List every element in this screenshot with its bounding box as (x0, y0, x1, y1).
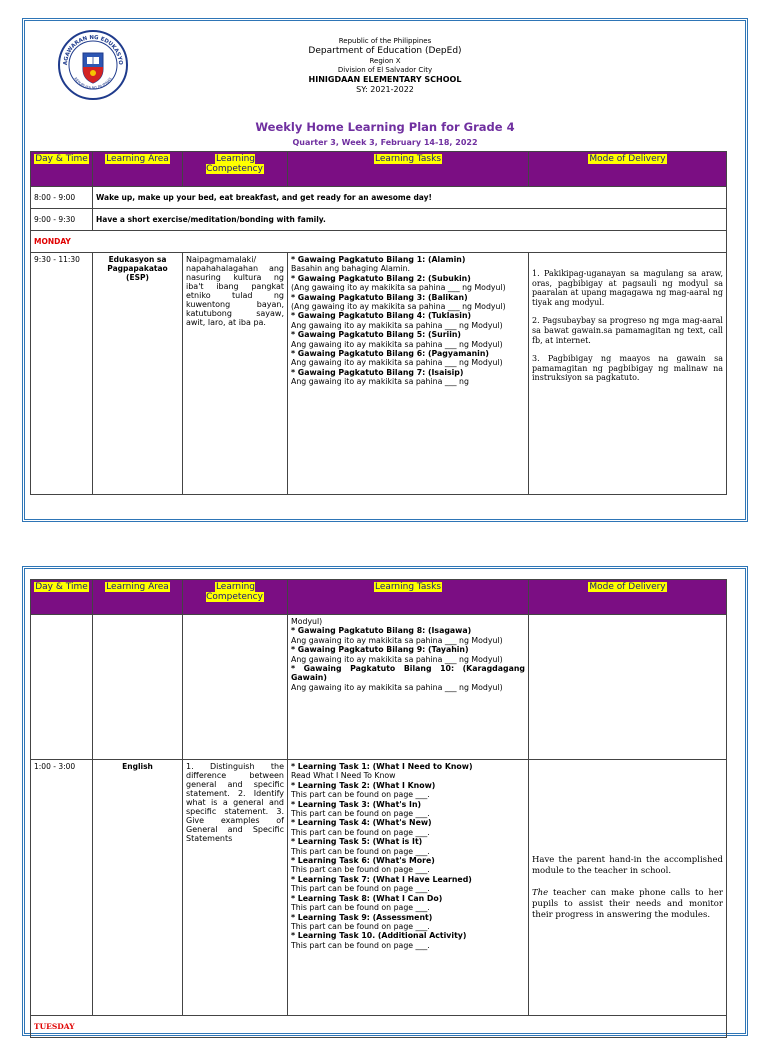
mode-item: 2. Pagsubaybay sa progreso ng mga mag-aaral sa bawat gawain.sa pamamagitan ng text, call fb, at internet. (532, 316, 723, 345)
col-header-tasks: Learning Tasks (288, 152, 529, 187)
col-header-tasks: Learning Tasks (288, 580, 529, 615)
task-title: * Learning Task 4: (What's New) (291, 818, 432, 828)
task-desc: This part can be found on page ___. (291, 921, 430, 931)
task-title: * Learning Task 10. (Additional Activity) (291, 931, 467, 941)
col-header-day-time: Day & Time (31, 152, 93, 187)
task-desc: This part can be found on page ___. (291, 884, 430, 894)
task-desc: Ang gawaing ito ay makikita sa pahina ___ ng (291, 377, 469, 387)
day-label-tuesday: TUESDAY (31, 1016, 727, 1038)
department-line: Department of Education (DepEd) (308, 46, 462, 56)
table-row (31, 253, 727, 495)
task-title: * Gawaing Pagkatuto Bilang 3: (Balikan) (291, 292, 468, 302)
learning-area-cell: English (93, 760, 183, 1016)
table-header-row (31, 152, 727, 187)
division-line: Division of El Salvador City (337, 66, 433, 74)
task-title: * Gawaing Pagkatuto Bilang 4: (Tuklasin) (291, 311, 472, 321)
task-title: * Gawaing Pagkatuto Bilang 2: (Subukin) (291, 273, 471, 283)
tasks-cell (288, 615, 529, 760)
task-desc: Modyul) (291, 617, 323, 626)
task-desc: This part can be found on page ___. (291, 940, 430, 950)
task-title: * Learning Task 2: (What I Know) (291, 780, 436, 790)
time-cell: 9:00 - 9:30 (31, 209, 93, 231)
task-desc: Ang gawaing ito ay makikita sa pahina ___ ng Modyul) (291, 320, 503, 330)
time-cell: 1:00 - 3:00 (31, 760, 93, 1016)
col-header-day-time: Day & Time (31, 580, 93, 615)
document-page-1 (22, 18, 748, 522)
tasks-cell (288, 253, 529, 495)
plan-title: Weekly Home Learning Plan for Grade 4 (255, 120, 515, 134)
time-cell: 9:30 - 11:30 (31, 253, 93, 495)
document-page-2 (22, 566, 748, 1036)
table-row (31, 187, 727, 209)
time-cell (31, 615, 93, 760)
task-desc: Ang gawaing ito ay makikita sa pahina ___ ng Modyul) (291, 339, 503, 349)
competency-cell (183, 615, 288, 760)
col-header-learning-area: Learning Area (93, 580, 183, 615)
task-title: * Gawaing Pagkatuto Bilang 6: (Pagyamanin) (291, 349, 489, 359)
task-title: * Learning Task 1: (What I Need to Know) (291, 762, 473, 771)
seal-text-top: AGAWARAN NG EDUKASYO (62, 34, 124, 66)
task-title: * Gawaing Pagkatuto Bilang 10: (Karagdagang Gawain) (291, 664, 525, 683)
learning-plan-table-2 (30, 579, 727, 1038)
plan-subtitle: Quarter 3, Week 3, February 14-18, 2022 (292, 138, 478, 147)
col-header-competency: Learning Competency (183, 580, 288, 615)
task-title: * Learning Task 3: (What's In) (291, 799, 422, 809)
col-header-competency: Learning Competency (183, 152, 288, 187)
task-desc: Basahin ang bahaging Alamin. (291, 264, 411, 274)
day-label-monday: MONDAY (31, 231, 727, 253)
tasks-cell (288, 760, 529, 1016)
learning-area-cell: Edukasyon sa Pagpapakatao (ESP) (93, 253, 183, 495)
task-title: * Gawaing Pagkatuto Bilang 7: (Isaisip) (291, 367, 464, 377)
activity-cell: Wake up, make up your bed, eat breakfast, and get ready for an awesome day! (93, 187, 727, 209)
competency-cell: 1. Distinguish the difference between general and specific statement. 2. Identify what is a general and specific statement. 3. Give examples of General and Specific Statements (183, 760, 288, 1016)
task-desc: This part can be found on page ___. (291, 865, 430, 875)
col-header-learning-area: Learning Area (93, 152, 183, 187)
mode-item: Have the parent hand-in the accomplished module to the teacher in school. (532, 854, 723, 876)
task-desc: This part can be found on page ___. (291, 903, 430, 913)
task-title: * Gawaing Pagkatuto Bilang 8: (Isagawa) (291, 626, 472, 636)
mode-item: 1. Pakikipag-uganayan sa magulang sa araw, oras, pagbibigay at pagsauli ng modyul sa paaralan at upang magagawa ng mag-aaral ng tiyak ang modyul. (532, 269, 723, 307)
school-year: SY: 2021-2022 (356, 85, 414, 94)
table-header-row (31, 580, 727, 615)
letterhead (25, 21, 745, 151)
mode-cell (529, 615, 727, 760)
task-title: * Gawaing Pagkatuto Bilang 5: (Suriin) (291, 330, 461, 340)
task-title: * Gawaing Pagkatuto Bilang 9: (Tayahin) (291, 645, 469, 655)
task-desc: Ang gawaing ito ay makikita sa pahina ___ ng Modyul) (291, 358, 503, 368)
day-row (31, 1016, 727, 1038)
letterhead-text (25, 37, 745, 95)
mode-item: The teacher can make phone calls to her pupils to assist their needs and monitor their progress in answering the modules. (532, 887, 723, 920)
table-row (31, 760, 727, 1016)
task-desc: This part can be found on page ___. (291, 790, 430, 800)
learning-area-cell (93, 615, 183, 760)
task-desc: Ang gawaing ito ay makikita sa pahina ___ ng Modyul) (291, 682, 503, 692)
mode-cell (529, 760, 727, 1016)
task-title: * Learning Task 6: (What's More) (291, 856, 435, 866)
table-row (31, 209, 727, 231)
school-name: HINIGDAAN ELEMENTARY SCHOOL (308, 75, 462, 84)
region-line: Region X (369, 57, 401, 65)
task-desc: Read What I Need To Know (291, 771, 396, 781)
task-desc: (Ang gawaing ito ay makikita sa pahina ___ ng Modyul) (291, 302, 506, 312)
day-row (31, 231, 727, 253)
task-title: * Learning Task 5: (What is It) (291, 837, 423, 847)
republic-line: Republic of the Philippines (338, 37, 432, 45)
table-row (31, 615, 727, 760)
competency-cell: Naipagmamalaki/ napahahalagahan ang nasuring kultura ng iba't ibang pangkat etniko tulad ng kuwentong bayan, katutubong sayaw, awit, laro, at iba pa. (183, 253, 288, 495)
task-desc: This part can be found on page ___. (291, 827, 430, 837)
learning-plan-table-1 (30, 151, 727, 495)
seal-text-bottom: REPUBLIKA NG PILIPINAS (73, 76, 113, 91)
col-header-mode: Mode of Delivery (529, 580, 727, 615)
task-desc: This part can be found on page ___. (291, 846, 430, 856)
task-desc: Ang gawaing ito ay makikita sa pahina ___ ng Modyul) (291, 654, 503, 664)
task-desc: Ang gawaing ito ay makikita sa pahina ___ ng Modyul) (291, 635, 503, 645)
task-title: * Learning Task 7: (What I Have Learned) (291, 874, 472, 884)
task-title: * Learning Task 8: (What I Can Do) (291, 893, 443, 903)
task-desc: This part can be found on page ___. (291, 809, 430, 819)
time-cell: 8:00 - 9:00 (31, 187, 93, 209)
mode-cell (529, 253, 727, 495)
task-title: * Gawaing Pagkatuto Bilang 1: (Alamin) (291, 255, 466, 264)
activity-cell: Have a short exercise/meditation/bonding with family. (93, 209, 727, 231)
col-header-mode: Mode of Delivery (529, 152, 727, 187)
task-title: * Learning Task 9: (Assessment) (291, 912, 433, 922)
task-desc: (Ang gawaing ito ay makikita sa pahina ___ ng Modyul) (291, 283, 506, 293)
mode-item: 3. Pagbibigay ng maayos na gawain sa pamamagitan ng pagbibigay ng malinaw na instruksiyon sa pagkatuto. (532, 354, 723, 383)
